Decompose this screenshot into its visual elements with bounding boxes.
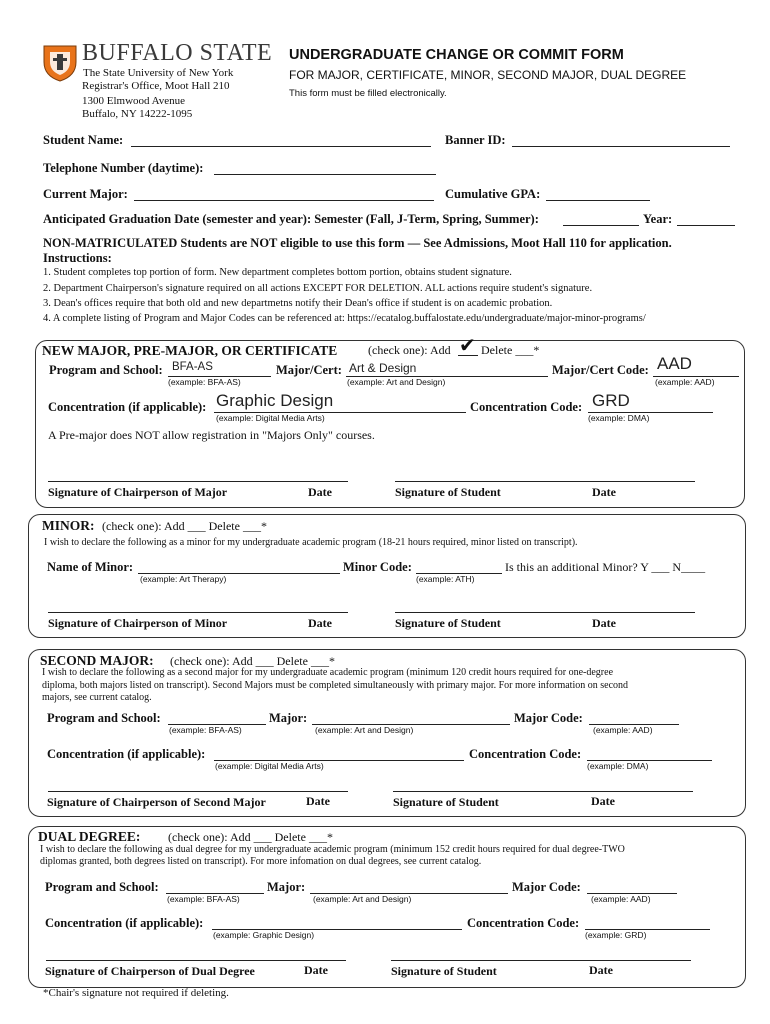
- phone-field[interactable]: [214, 174, 436, 175]
- concentration-code-example: (example: DMA): [588, 413, 650, 423]
- second-student-signature-label: Signature of Student: [393, 795, 499, 809]
- concentration-example: (example: Digital Media Arts): [216, 413, 325, 423]
- form-note: This form must be filled electronically.: [289, 88, 447, 99]
- major-cert-example: (example: Art and Design): [347, 377, 446, 387]
- instruction-item: 3. Dean's offices require that both old and new departmetns notify their Dean's office if student is on academic probation.: [43, 298, 553, 309]
- phone-label: Telephone Number (daytime):: [43, 161, 204, 175]
- new-major-check-label: (check one): Add: [368, 343, 451, 357]
- second-chair-date-label: Date: [306, 794, 330, 808]
- dual-chair-signature-label: Signature of Chairperson of Dual Degree: [45, 964, 255, 978]
- address-line-2: 1300 Elmwood Avenue: [82, 95, 186, 107]
- minor-chair-signature-label: Signature of Chairperson of Minor: [48, 616, 228, 630]
- second-major-description-1: I wish to declare the following as a second major for my undergraduate academic program (minimum 120 credit hours required for one-degree: [42, 667, 614, 678]
- second-major-description-3: majors, see current catalog.: [42, 692, 152, 703]
- dual-program-label: Program and School:: [45, 880, 159, 894]
- additional-minor-question[interactable]: Is this an additional Minor? Y ___ N____: [505, 560, 706, 574]
- second-program-example: (example: BFA-AS): [169, 725, 242, 735]
- major-cert-code-value[interactable]: AAD: [657, 354, 692, 373]
- second-major-check-label[interactable]: (check one): Add ___ Delete ___*: [170, 654, 335, 668]
- second-chair-signature-field[interactable]: [48, 791, 348, 792]
- major-cert-code-label: Major/Cert Code:: [552, 363, 649, 377]
- minor-title: MINOR:: [42, 518, 95, 533]
- dual-major-code-label: Major Code:: [512, 880, 581, 894]
- second-concentration-code-label: Concentration Code:: [469, 747, 582, 761]
- instruction-item: 1. Student completes top portion of form. New department completes bottom portion, obtains student signature.: [43, 267, 512, 278]
- new-major-add-checkmark[interactable]: ✔: [459, 335, 476, 357]
- second-concentration-code-example: (example: DMA): [587, 761, 649, 771]
- grad-year-label: Year:: [643, 212, 673, 226]
- instruction-item: 2. Department Chairperson's signature required on all actions EXCEPT FOR DELETION. ALL actions require student's signature.: [43, 283, 593, 294]
- concentration-code-label: Concentration Code:: [470, 400, 583, 414]
- dual-student-signature-field[interactable]: [391, 960, 691, 961]
- new-major-title: NEW MAJOR, PRE-MAJOR, OR CERTIFICATE: [42, 343, 338, 358]
- minor-name-example: (example: Art Therapy): [140, 574, 227, 584]
- program-school-value[interactable]: BFA-AS: [172, 361, 213, 373]
- minor-student-date-label: Date: [592, 616, 616, 630]
- student-name-label: Student Name:: [43, 133, 124, 147]
- concentration-value[interactable]: Graphic Design: [216, 391, 334, 410]
- dual-chair-signature-field[interactable]: [46, 960, 346, 961]
- grad-semester-field[interactable]: [563, 225, 639, 226]
- dual-degree-description-1: I wish to declare the following as dual degree for my undergraduate academic program (minimum 152 credit hours required for dual degree-TWO: [40, 844, 625, 855]
- dual-concentration-example: (example: Graphic Design): [213, 930, 315, 940]
- second-major-description-2: diploma, both majors listed on transcript). Second Majors must be completed simultaneously with primary major. For more information on second: [42, 680, 629, 691]
- major-cert-code-example: (example: AAD): [655, 377, 715, 387]
- major-cert-label: Major/Cert:: [276, 363, 342, 377]
- dual-degree-description-2: diplomas granted, both degrees listed on transcript). For more infomation on dual degrees, see current catalog.: [40, 856, 482, 867]
- form-title: UNDERGRADUATE CHANGE OR COMMIT FORM: [289, 47, 624, 63]
- logo-subtitle: The State University of New York: [83, 67, 234, 79]
- second-major-code-label: Major Code:: [514, 711, 583, 725]
- chair-signature-field[interactable]: [48, 481, 348, 482]
- concentration-label: Concentration (if applicable):: [48, 400, 207, 414]
- minor-student-signature-field[interactable]: [395, 612, 695, 613]
- banner-id-field[interactable]: [512, 146, 730, 147]
- second-student-date-label: Date: [591, 794, 615, 808]
- gpa-label: Cumulative GPA:: [445, 187, 541, 201]
- minor-check-label[interactable]: (check one): Add ___ Delete ___*: [102, 519, 267, 533]
- program-school-example: (example: BFA-AS): [168, 377, 241, 387]
- major-cert-value[interactable]: Art & Design: [349, 361, 417, 375]
- gpa-field[interactable]: [546, 200, 650, 201]
- grad-date-label: Anticipated Graduation Date (semester and year): Semester (Fall, J-Term, Spring, Summer):: [43, 212, 539, 226]
- minor-name-label: Name of Minor:: [47, 560, 134, 574]
- current-major-field[interactable]: [134, 200, 434, 201]
- dual-major-code-example: (example: AAD): [591, 894, 651, 904]
- second-major-example: (example: Art and Design): [315, 725, 414, 735]
- concentration-code-value[interactable]: GRD: [592, 391, 630, 410]
- second-major-title: SECOND MAJOR:: [40, 653, 154, 668]
- dual-concentration-code-example: (example: GRD): [585, 930, 647, 940]
- student-name-field[interactable]: [131, 146, 431, 147]
- minor-description: I wish to declare the following as a minor for my undergraduate academic program (18-21 hours required, minor listed on transcript).: [44, 537, 578, 548]
- grad-year-field[interactable]: [677, 225, 735, 226]
- new-major-add-field[interactable]: [458, 355, 478, 356]
- logo-name: BUFFALO STATE: [82, 40, 273, 66]
- second-chair-signature-label: Signature of Chairperson of Second Major: [47, 795, 266, 809]
- second-program-label: Program and School:: [47, 711, 161, 725]
- dual-chair-date-label: Date: [304, 963, 328, 977]
- dual-degree-check-label[interactable]: (check one): Add ___ Delete ___*: [168, 830, 333, 844]
- minor-chair-signature-field[interactable]: [48, 612, 348, 613]
- second-major-label: Major:: [269, 711, 308, 725]
- minor-code-label: Minor Code:: [343, 560, 412, 574]
- address-line-1: Registrar's Office, Moot Hall 210: [82, 80, 230, 92]
- chair-signature-label: Signature of Chairperson of Major: [48, 485, 228, 499]
- minor-code-example: (example: ATH): [416, 574, 475, 584]
- dual-major-example: (example: Art and Design): [313, 894, 412, 904]
- student-signature-field[interactable]: [395, 481, 695, 482]
- dual-student-signature-label: Signature of Student: [391, 964, 497, 978]
- footnote: *Chair's signature not required if deleting.: [43, 987, 229, 999]
- form-subtitle: FOR MAJOR, CERTIFICATE, MINOR, SECOND MAJOR, DUAL DEGREE: [289, 68, 687, 82]
- banner-id-label: Banner ID:: [445, 133, 506, 147]
- minor-student-signature-label: Signature of Student: [395, 616, 501, 630]
- chair-date-label: Date: [308, 485, 332, 499]
- current-major-label: Current Major:: [43, 187, 128, 201]
- dual-program-example: (example: BFA-AS): [167, 894, 240, 904]
- new-major-delete-label[interactable]: Delete ___*: [481, 343, 540, 357]
- pre-major-note: A Pre-major does NOT allow registration in "Majors Only" courses.: [48, 428, 375, 442]
- dual-concentration-label: Concentration (if applicable):: [45, 916, 204, 930]
- address-line-3: Buffalo, NY 14222-1095: [82, 108, 193, 120]
- dual-concentration-code-label: Concentration Code:: [467, 916, 580, 930]
- student-signature-label: Signature of Student: [395, 485, 501, 499]
- student-date-label: Date: [592, 485, 616, 499]
- second-concentration-example: (example: Digital Media Arts): [215, 761, 324, 771]
- buffalo-state-seal-icon: [40, 40, 80, 82]
- instructions-heading: Instructions:: [43, 251, 112, 265]
- dual-major-label: Major:: [267, 880, 306, 894]
- minor-chair-date-label: Date: [308, 616, 332, 630]
- non-matriculated-notice: NON-MATRICULATED Students are NOT eligible to use this form — See Admissions, Moot Hall 110 for application.: [43, 236, 672, 250]
- second-concentration-label: Concentration (if applicable):: [47, 747, 206, 761]
- logo: [40, 40, 80, 80]
- program-school-label: Program and School:: [49, 363, 163, 377]
- second-major-code-example: (example: AAD): [593, 725, 653, 735]
- instruction-item: 4. A complete listing of Program and Major Codes can be referenced at: https://ecatalog.buffalostate.edu/undergraduate/major-minor-programs/: [43, 313, 646, 324]
- second-student-signature-field[interactable]: [393, 791, 693, 792]
- dual-degree-title: DUAL DEGREE:: [38, 829, 141, 844]
- dual-student-date-label: Date: [589, 963, 613, 977]
